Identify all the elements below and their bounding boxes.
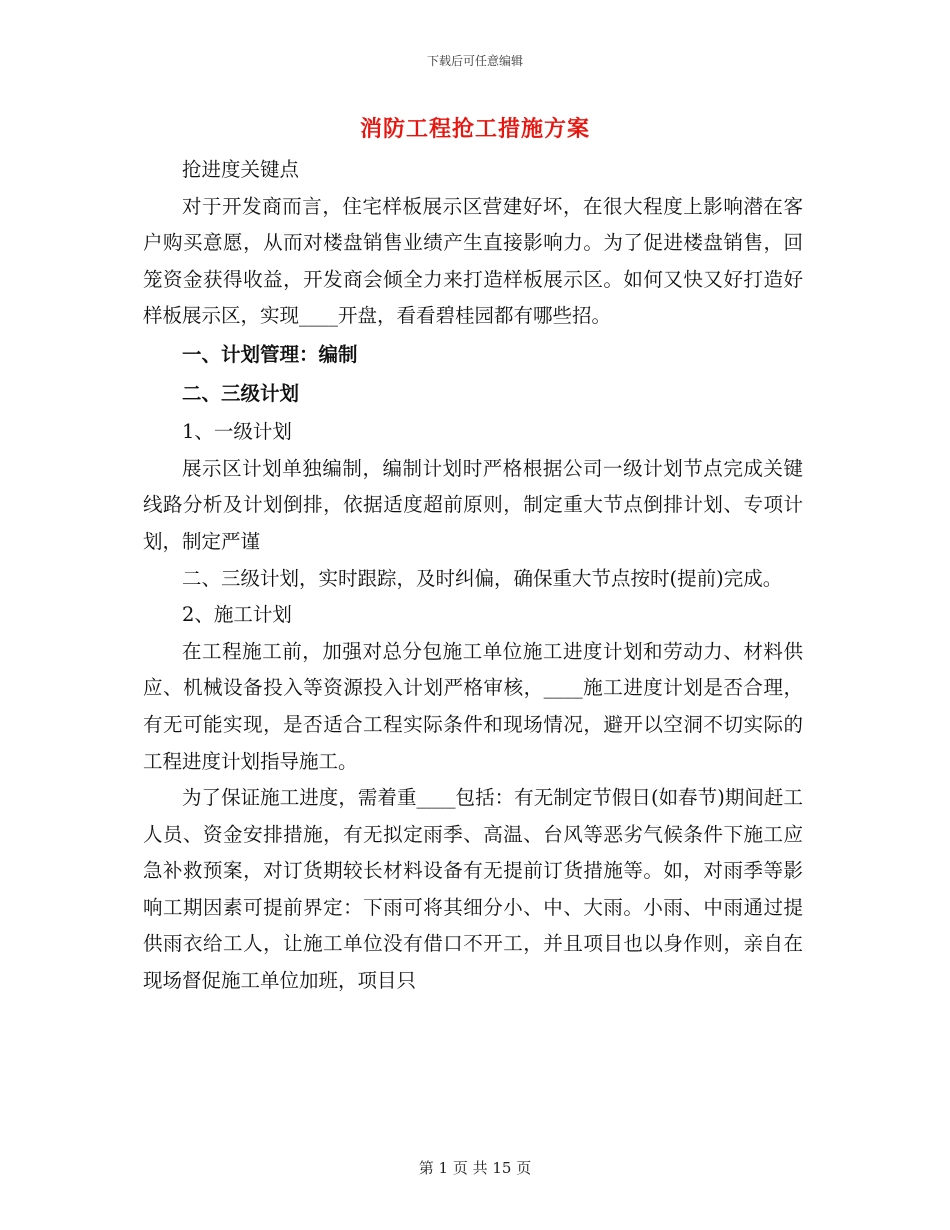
subheading-level-one-plan: 1、一级计划 xyxy=(182,420,292,444)
paragraph-construction-plan: 在工程施工前，加强对总分包施工单位施工进度计划和劳动力、材料供应、机械设备投入等资源投入计划严格审核，____施工进度计划是否合理，有无可能实现，是否适合工程实际条件和现场情况，避开以空洞不切实际的工程进度计划指导施工。 xyxy=(143,639,803,773)
document-title: 消防工程抢工措施方案 xyxy=(359,116,590,142)
subheading-construction-plan: 2、施工计划 xyxy=(182,603,292,627)
section-heading-three-level-plan: 二、三级计划 xyxy=(182,381,300,405)
document-body xyxy=(143,152,803,1000)
page-header: 下载后可任意编辑 xyxy=(426,54,523,68)
page-footer: 第 1 页 共 15 页 xyxy=(418,1159,532,1177)
paragraph-intro: 对于开发商而言，住宅样板展示区营建好坏，在很大程度上影响潜在客户购买意愿，从而对楼盘销售业绩产生直接影响力。为了促进楼盘销售，回笼资金获得收益，开发商会倾全力来打造样板展示区。如何又快又好打造好样板展示区，实现____开盘，看看碧桂园都有哪些招。 xyxy=(143,194,803,328)
paragraph-level-one-plan: 展示区计划单独编制，编制计划时严格根据公司一级计划节点完成关键线路分析及计划倒排，依据适度超前原则，制定重大节点倒排计划、专项计划，制定严谨 xyxy=(143,456,803,553)
section-heading-plan-management: 一、计划管理：编制 xyxy=(182,342,358,366)
paragraph-schedule-assurance: 为了保证施工进度，需着重____包括：有无制定节假日(如春节)期间赶工人员、资金安排措施，有无拟定雨季、高温、台风等恶劣气候条件下施工应急补救预案，对订货期较长材料设备有无提前订货措施等。如，对雨季等影响工期因素可提前界定：下雨可将其细分小、中、大雨。小雨、中雨通过提供雨衣给工人，让施工单位没有借口不开工，并且项目也以身作则，亲自在现场督促施工单位加班，项目只 xyxy=(143,786,803,993)
paragraph-tracking: 二、三级计划，实时跟踪，及时纠偏，确保重大节点按时(提前)完成。 xyxy=(182,566,783,590)
paragraph-intro-label: 抢进度关键点 xyxy=(182,158,300,181)
